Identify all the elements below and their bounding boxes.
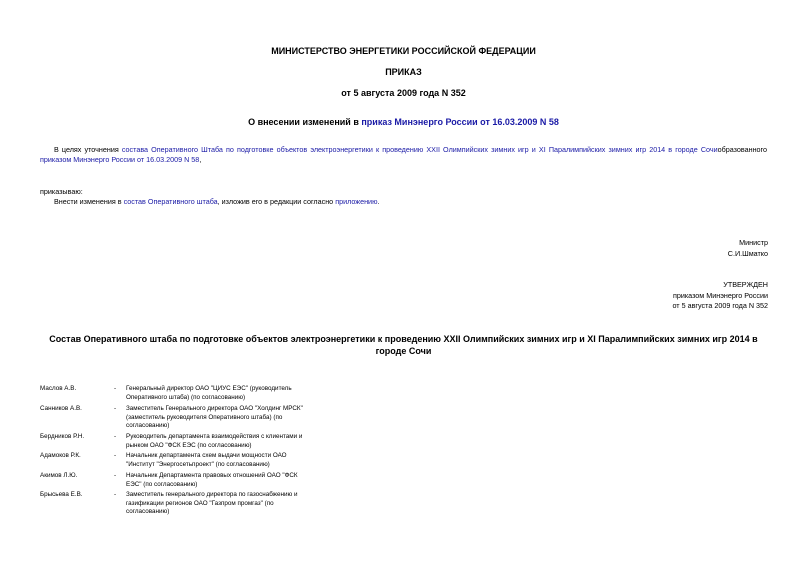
order-link-staff[interactable]: состав Оперативного штаба (123, 197, 218, 206)
member-dash: - (114, 385, 117, 392)
member-role: Начальник департамента схем выдачи мощности ОАО "Институт "Энергосетьпроект" (по согласованию) (126, 452, 287, 468)
order-verb: приказываю: (40, 187, 83, 196)
preamble-link-staff-composition[interactable]: состава Оперативного Штаба по подготовке объектов электроэнергетики к проведению XXII Олимпийских зимних игр и XI Паралимпийских зимних игр 2014 в городе Сочи (121, 145, 718, 154)
document-title (0, 117, 807, 127)
order-link-appendix[interactable]: приложению (335, 197, 378, 206)
title-link[interactable]: приказ Минэнерго России от 16.03.2009 N 58 (361, 117, 559, 127)
title-prefix: О внесении изменений в (248, 117, 362, 127)
preamble-mid: образованного (717, 145, 767, 154)
member-name: Санников А.В. (40, 405, 82, 412)
member-name: Акимов Л.Ю. (40, 472, 78, 479)
document-date-number: от 5 августа 2009 года N 352 (341, 88, 466, 98)
member-name: Маслов А.В. (40, 385, 77, 392)
document-type: ПРИКАЗ (385, 67, 422, 77)
member-role: Заместитель генерального директора по газоснабжению и газификации регионов ОАО "Газпром промгаз" (по согласованию) (126, 491, 298, 516)
member-role: Заместитель Генерального директора ОАО "Холдинг МРСК" (заместитель руководителя Оперативного штаба) (по согласованию) (126, 405, 303, 430)
member-name: Адамоков Р.К. (40, 452, 81, 459)
member-role: Генеральный директор ОАО "ЦИУС ЕЭС" (руководитель Оперативного штаба) (по согласованию) (126, 385, 292, 401)
appendix-title: Состав Оперативного штаба по подготовке объектов электроэнергетики к проведению XXII Олимпийских зимних игр и XI Паралимпийских зимних игр 2014 в городе Сочи (49, 334, 758, 356)
approval-line-2: приказом Минэнерго России (672, 291, 768, 300)
member-dash: - (114, 491, 117, 498)
member-dash: - (114, 472, 117, 479)
preamble-end: , (199, 155, 202, 164)
order-item-mid: , изложив его в редакции согласно (217, 197, 336, 206)
member-dash: - (114, 405, 117, 412)
signature-position: Министр (739, 238, 768, 247)
ministry-heading: МИНИСТЕРСТВО ЭНЕРГЕТИКИ РОССИЙСКОЙ ФЕДЕРАЦИИ (271, 46, 536, 56)
order-item (54, 197, 767, 207)
preamble-lead: В целях уточнения (54, 145, 122, 154)
member-name: Брысьева Е.В. (40, 491, 83, 498)
approval-line-1: УТВЕРЖДЕН (723, 280, 768, 289)
member-name: Бердников Р.Н. (40, 433, 85, 440)
approval-line-3: от 5 августа 2009 года N 352 (672, 301, 768, 310)
signature-name: С.И.Шматко (727, 249, 768, 258)
member-dash: - (114, 433, 117, 440)
member-role: Руководитель департамента взаимодействия с клиентами и рынком ОАО "ФСК ЕЭС (по согласованию) (126, 433, 303, 449)
preamble-link-order[interactable]: приказом Минэнерго России от 16.03.2009 N 58 (40, 155, 200, 164)
order-item-end: . (377, 197, 380, 206)
preamble-paragraph (40, 145, 767, 165)
member-role: Начальник Департамента правовых отношений ОАО "ФСК ЕЭС" (по согласованию) (126, 472, 298, 488)
order-item-lead: Внести изменения в (54, 197, 124, 206)
member-dash: - (114, 452, 117, 459)
